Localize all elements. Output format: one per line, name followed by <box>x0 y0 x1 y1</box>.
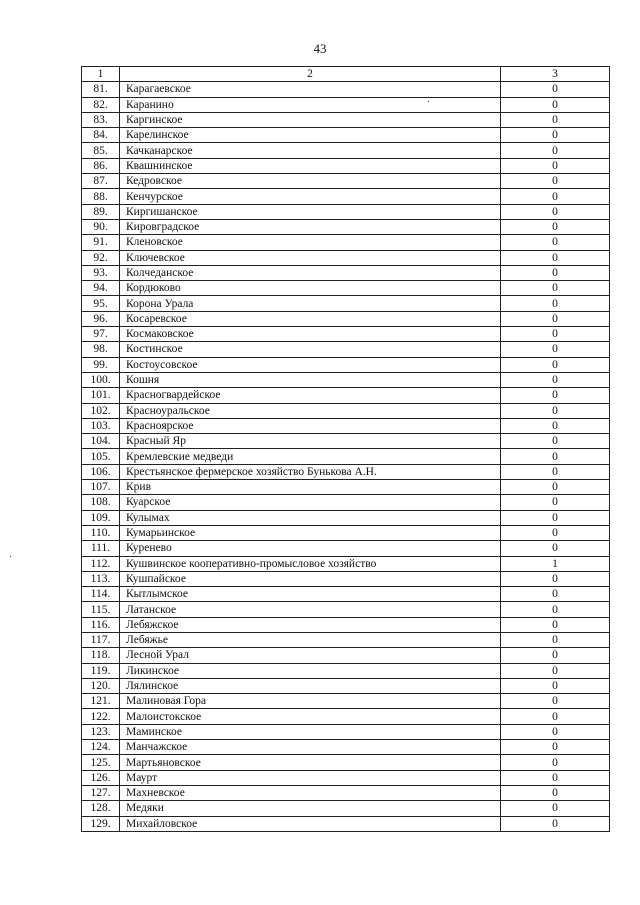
row-number: 106. <box>82 464 120 479</box>
hunting-ground-name: Михайловское <box>120 816 501 831</box>
hunting-ground-name: Лебяжье <box>120 632 501 647</box>
hunting-ground-name: Космаковское <box>120 327 501 342</box>
row-number: 88. <box>82 189 120 204</box>
hunting-ground-name: Кулымах <box>120 510 501 525</box>
hunting-ground-name: Колчеданское <box>120 265 501 280</box>
table-row <box>82 449 610 464</box>
row-value: 0 <box>501 663 610 678</box>
table-row <box>82 602 610 617</box>
table-row <box>82 235 610 250</box>
hunting-ground-name: Косаревское <box>120 311 501 326</box>
table-row <box>82 204 610 219</box>
row-value: 0 <box>501 541 610 556</box>
row-value: 0 <box>501 418 610 433</box>
row-number: 83. <box>82 112 120 127</box>
row-value: 0 <box>501 571 610 586</box>
table-row <box>82 219 610 234</box>
hunting-ground-name: Малиновая Гора <box>120 694 501 709</box>
row-number: 125. <box>82 755 120 770</box>
row-number: 90. <box>82 219 120 234</box>
row-value: 0 <box>501 709 610 724</box>
column-header-3: 3 <box>501 67 610 82</box>
hunting-ground-name: Кремлевские медведи <box>120 449 501 464</box>
row-number: 101. <box>82 388 120 403</box>
hunting-ground-name: Маминское <box>120 724 501 739</box>
row-number: 113. <box>82 571 120 586</box>
row-value: 0 <box>501 617 610 632</box>
table-row <box>82 770 610 785</box>
hunting-ground-name: Махневское <box>120 785 501 800</box>
row-number: 122. <box>82 709 120 724</box>
row-value: 0 <box>501 97 610 112</box>
hunting-ground-name: Лебяжское <box>120 617 501 632</box>
scan-speck: · <box>9 552 13 563</box>
table-row <box>82 372 610 387</box>
table-row <box>82 434 610 449</box>
table-row <box>82 709 610 724</box>
row-value: 0 <box>501 785 610 800</box>
hunting-ground-name: Костинское <box>120 342 501 357</box>
row-value: 0 <box>501 648 610 663</box>
table-row <box>82 281 610 296</box>
row-value: 0 <box>501 82 610 97</box>
hunting-ground-name: Карагаевское <box>120 82 501 97</box>
row-number: 119. <box>82 663 120 678</box>
row-value: 0 <box>501 602 610 617</box>
hunting-ground-name: Кушвинское кооперативно-промысловое хозяйство <box>120 556 501 571</box>
table-row <box>82 632 610 647</box>
hunting-ground-name: Лесной Урал <box>120 648 501 663</box>
table-row <box>82 587 610 602</box>
table-row <box>82 556 610 571</box>
table-body <box>82 82 610 832</box>
hunting-ground-name: Латанское <box>120 602 501 617</box>
row-value: 0 <box>501 327 610 342</box>
row-number: 124. <box>82 740 120 755</box>
row-number: 118. <box>82 648 120 663</box>
hunting-ground-name: Кленовское <box>120 235 501 250</box>
row-number: 121. <box>82 694 120 709</box>
table-row <box>82 112 610 127</box>
row-number: 95. <box>82 296 120 311</box>
hunting-ground-name: Киргишанское <box>120 204 501 219</box>
table-row <box>82 678 610 693</box>
column-header-1: 1 <box>82 67 120 82</box>
table-row <box>82 82 610 97</box>
row-value: 0 <box>501 525 610 540</box>
row-value: 0 <box>501 189 610 204</box>
hunting-ground-name: Кордюково <box>120 281 501 296</box>
row-value: 0 <box>501 632 610 647</box>
row-number: 109. <box>82 510 120 525</box>
page-number: 43 <box>313 41 327 56</box>
table-row <box>82 724 610 739</box>
table-row <box>82 663 610 678</box>
table-row <box>82 740 610 755</box>
hunting-ground-name: Крестьянское фермерское хозяйство Бунькова А.Н. <box>120 464 501 479</box>
row-number: 129. <box>82 816 120 831</box>
row-number: 82. <box>82 97 120 112</box>
row-value: 0 <box>501 143 610 158</box>
hunting-ground-name: Кенчурское <box>120 189 501 204</box>
row-number: 115. <box>82 602 120 617</box>
row-number: 84. <box>82 128 120 143</box>
hunting-ground-name: Куарское <box>120 495 501 510</box>
hunting-ground-name: Ключевское <box>120 250 501 265</box>
scan-speck: · <box>427 97 431 108</box>
row-number: 91. <box>82 235 120 250</box>
row-value: 0 <box>501 403 610 418</box>
row-number: 112. <box>82 556 120 571</box>
row-value: 0 <box>501 128 610 143</box>
table-row <box>82 510 610 525</box>
row-number: 94. <box>82 281 120 296</box>
row-number: 127. <box>82 785 120 800</box>
row-number: 114. <box>82 587 120 602</box>
table-row <box>82 418 610 433</box>
table-row <box>82 128 610 143</box>
row-value: 0 <box>501 311 610 326</box>
hunting-ground-name: Малоистокское <box>120 709 501 724</box>
row-value: 0 <box>501 724 610 739</box>
row-value: 0 <box>501 816 610 831</box>
hunting-ground-name: Костоусовское <box>120 357 501 372</box>
hunting-ground-name: Кировградское <box>120 219 501 234</box>
hunting-ground-name: Каргинское <box>120 112 501 127</box>
row-number: 93. <box>82 265 120 280</box>
row-number: 97. <box>82 327 120 342</box>
row-number: 99. <box>82 357 120 372</box>
row-number: 98. <box>82 342 120 357</box>
hunting-ground-name: Крив <box>120 480 501 495</box>
row-value: 0 <box>501 464 610 479</box>
row-number: 108. <box>82 495 120 510</box>
row-number: 128. <box>82 801 120 816</box>
row-number: 117. <box>82 632 120 647</box>
row-number: 92. <box>82 250 120 265</box>
hunting-grounds-table <box>81 66 610 832</box>
row-value: 0 <box>501 480 610 495</box>
hunting-ground-name: Красноярское <box>120 418 501 433</box>
row-value: 0 <box>501 510 610 525</box>
table-row <box>82 403 610 418</box>
hunting-ground-name: Маурт <box>120 770 501 785</box>
table-row <box>82 189 610 204</box>
table-row <box>82 525 610 540</box>
row-number: 85. <box>82 143 120 158</box>
row-value: 0 <box>501 770 610 785</box>
row-number: 102. <box>82 403 120 418</box>
row-number: 86. <box>82 158 120 173</box>
table-row <box>82 694 610 709</box>
table-row <box>82 785 610 800</box>
row-value: 0 <box>501 678 610 693</box>
table-row <box>82 388 610 403</box>
row-value: 0 <box>501 296 610 311</box>
table-row <box>82 250 610 265</box>
row-number: 89. <box>82 204 120 219</box>
row-number: 87. <box>82 174 120 189</box>
table-row <box>82 143 610 158</box>
table-row <box>82 541 610 556</box>
row-number: 100. <box>82 372 120 387</box>
hunting-ground-name: Кошня <box>120 372 501 387</box>
row-value: 0 <box>501 250 610 265</box>
hunting-ground-name: Кытлымское <box>120 587 501 602</box>
table-row <box>82 174 610 189</box>
row-value: 0 <box>501 495 610 510</box>
row-value: 0 <box>501 281 610 296</box>
row-value: 0 <box>501 740 610 755</box>
hunting-ground-name: Манчажское <box>120 740 501 755</box>
hunting-ground-name: Лялинское <box>120 678 501 693</box>
row-value: 0 <box>501 388 610 403</box>
hunting-ground-name: Кумарьинское <box>120 525 501 540</box>
row-value: 0 <box>501 235 610 250</box>
row-value: 0 <box>501 204 610 219</box>
hunting-ground-name: Квашнинское <box>120 158 501 173</box>
row-number: 110. <box>82 525 120 540</box>
row-value: 0 <box>501 449 610 464</box>
table-row <box>82 296 610 311</box>
table-row <box>82 801 610 816</box>
hunting-ground-name: Ликинское <box>120 663 501 678</box>
table-row <box>82 495 610 510</box>
hunting-ground-name: Медяки <box>120 801 501 816</box>
table-row <box>82 617 610 632</box>
row-value: 0 <box>501 265 610 280</box>
row-number: 111. <box>82 541 120 556</box>
row-value: 0 <box>501 357 610 372</box>
hunting-ground-name: Карелинское <box>120 128 501 143</box>
row-number: 126. <box>82 770 120 785</box>
column-header-2: 2 <box>120 67 501 82</box>
table-row <box>82 311 610 326</box>
row-number: 116. <box>82 617 120 632</box>
table-row <box>82 342 610 357</box>
row-value: 0 <box>501 587 610 602</box>
row-number: 120. <box>82 678 120 693</box>
row-value: 1 <box>501 556 610 571</box>
hunting-ground-name: Красный Яр <box>120 434 501 449</box>
row-value: 0 <box>501 694 610 709</box>
table-row <box>82 357 610 372</box>
hunting-ground-name: Кушпайское <box>120 571 501 586</box>
table-row <box>82 97 610 112</box>
row-number: 107. <box>82 480 120 495</box>
row-value: 0 <box>501 434 610 449</box>
hunting-ground-name: Красноуральское <box>120 403 501 418</box>
table-row <box>82 480 610 495</box>
table-row <box>82 648 610 663</box>
row-value: 0 <box>501 174 610 189</box>
row-number: 123. <box>82 724 120 739</box>
row-number: 104. <box>82 434 120 449</box>
table-row <box>82 816 610 831</box>
hunting-ground-name: Кедровское <box>120 174 501 189</box>
row-number: 96. <box>82 311 120 326</box>
table-row <box>82 464 610 479</box>
table-row <box>82 755 610 770</box>
table-header-row <box>82 67 610 82</box>
row-value: 0 <box>501 342 610 357</box>
row-value: 0 <box>501 372 610 387</box>
row-value: 0 <box>501 755 610 770</box>
table-row <box>82 571 610 586</box>
hunting-ground-name: Корона Урала <box>120 296 501 311</box>
hunting-ground-name: Куренево <box>120 541 501 556</box>
table-row <box>82 265 610 280</box>
hunting-ground-name: Каранино <box>120 97 501 112</box>
row-value: 0 <box>501 158 610 173</box>
table-row <box>82 327 610 342</box>
row-number: 105. <box>82 449 120 464</box>
hunting-ground-name: Красногвардейское <box>120 388 501 403</box>
row-value: 0 <box>501 801 610 816</box>
row-number: 103. <box>82 418 120 433</box>
table-row <box>82 158 610 173</box>
row-number: 81. <box>82 82 120 97</box>
hunting-ground-name: Мартьяновское <box>120 755 501 770</box>
row-value: 0 <box>501 112 610 127</box>
row-value: 0 <box>501 219 610 234</box>
hunting-ground-name: Качканарское <box>120 143 501 158</box>
